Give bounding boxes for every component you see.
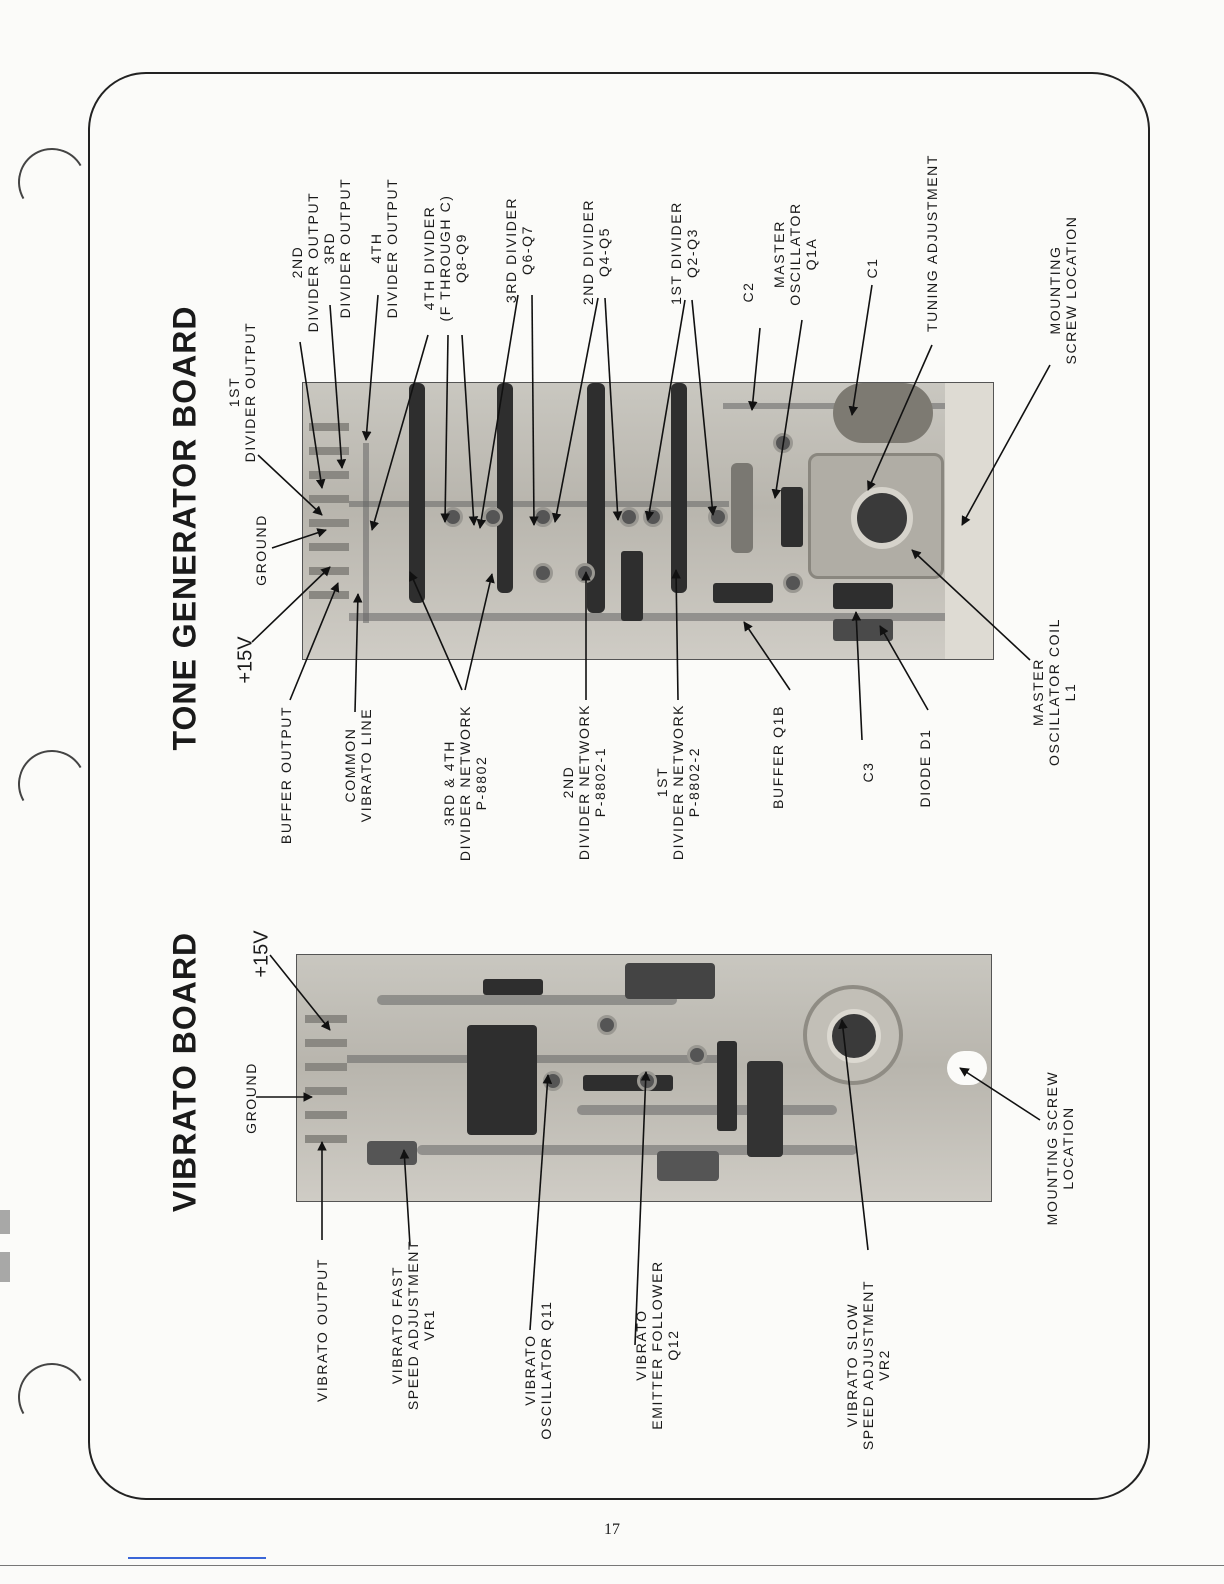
label-master-oscillator-coil: MASTER OSCILLATOR COIL L1 [1029,618,1079,766]
link-underline [128,1557,266,1559]
label-1st-divider: 1ST DIVIDER Q2-Q3 [667,201,700,305]
label-ground: GROUND [252,514,269,586]
label-master-oscillator: MASTER OSCILLATOR Q1A [770,202,820,306]
label-2nd-divider: 2ND DIVIDER Q4-Q5 [579,198,612,306]
label-vibrato-oscillator: VIBRATO OSCILLATOR Q11 [521,1300,554,1440]
label-2nd-divider-output: 2ND DIVIDER OUTPUT [288,191,321,333]
label-vibrato-ground: GROUND [242,1062,259,1134]
label-buffer-output: BUFFER OUTPUT [277,705,294,845]
label-vibrato-slow-speed-adjustment: VIBRATO SLOW SPEED ADJUSTMENT VR2 [843,1279,893,1451]
label-vibrato-plus-15v: +15V [250,930,273,978]
label-c2: C2 [739,281,756,303]
label-c3: C3 [859,761,876,783]
label-2nd-divider-network: 2ND DIVIDER NETWORK P-8802-1 [559,703,609,861]
label-common-vibrato-line: COMMON VIBRATO LINE [341,707,374,823]
label-c1: C1 [863,257,880,279]
label-4th-divider: 4TH DIVIDER (F THROUGH C) Q8-Q9 [420,194,470,322]
vibrato-board-title: VIBRATO BOARD [166,931,203,1213]
label-tuning-adjustment: TUNING ADJUSTMENT [923,153,940,333]
bottom-rule [0,1565,1224,1566]
label-4th-divider-output: 4TH DIVIDER OUTPUT [367,177,400,319]
label-vibrato-mounting-screw-location: MOUNTING SCREW LOCATION [1043,1070,1076,1226]
label-mounting-screw-location: MOUNTING SCREW LOCATION [1046,215,1079,365]
tone-generator-board-title: TONE GENERATOR BOARD [166,305,203,751]
label-3rd-divider-output: 3RD DIVIDER OUTPUT [320,177,353,319]
label-3rd-divider: 3RD DIVIDER Q6-Q7 [502,196,535,304]
label-vibrato-fast-speed-adjustment: VIBRATO FAST SPEED ADJUSTMENT VR1 [388,1239,438,1411]
label-vibrato-emitter-follower: VIBRATO EMITTER FOLLOWER Q12 [632,1260,682,1430]
label-1st-divider-output: 1ST DIVIDER OUTPUT [225,321,258,463]
label-3rd-4th-divider-network: 3RD & 4TH DIVIDER NETWORK P-8802 [440,704,490,862]
label-vibrato-output: VIBRATO OUTPUT [313,1257,330,1403]
label-1st-divider-network: 1ST DIVIDER NETWORK P-8802-2 [653,703,703,861]
label-diode-d1: DIODE D1 [916,728,933,808]
page-number: 17 [604,1521,620,1538]
label-buffer-q1b: BUFFER Q1B [769,705,786,809]
label-plus-15v: +15V [234,636,257,684]
